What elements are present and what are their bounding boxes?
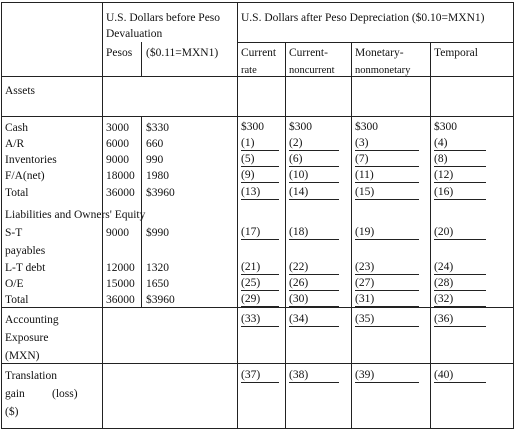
exposure-current-noncurrent: (34) — [289, 313, 339, 327]
row-divider — [237, 42, 514, 43]
ar-current-noncurrent: (2) — [289, 137, 339, 151]
lt-current-noncurrent: (22) — [289, 261, 339, 275]
col-divider — [141, 42, 142, 76]
total-liabilities-usd-before: $3960 — [146, 294, 175, 306]
row-label-inventories: Inventories — [5, 154, 57, 166]
row-label-accounting-exposure: Accounting — [5, 314, 59, 326]
ar-pesos: 6000 — [106, 138, 129, 150]
cash-monetary: $300 — [355, 121, 378, 133]
total-assets-pesos: 36000 — [106, 187, 135, 199]
header-pesos: Pesos — [106, 47, 133, 59]
section-liabilities: Liabilities and Owners' Equity — [5, 209, 146, 221]
oe-usd-before: 1650 — [146, 278, 169, 290]
cash-current-noncurrent: $300 — [289, 121, 312, 133]
header-temporal: Temporal — [434, 47, 478, 59]
ar-monetary: (3) — [355, 137, 419, 151]
total-liabilities-current-noncurrent: (30) — [289, 293, 339, 307]
cash-usd-before: $330 — [146, 122, 169, 134]
row-label-ar: A/R — [5, 138, 25, 150]
st-current-noncurrent: (18) — [289, 226, 339, 240]
lt-pesos: 12000 — [106, 262, 135, 274]
inventories-usd-before: 990 — [146, 154, 164, 166]
lt-usd-before: 1320 — [146, 262, 169, 274]
section-assets: Assets — [5, 85, 36, 97]
exposure-monetary: (35) — [355, 313, 419, 327]
header-current-rate-line2: rate — [241, 65, 257, 76]
total-assets-temporal: (16) — [434, 186, 486, 200]
st-pesos: 9000 — [106, 227, 129, 239]
ar-temporal: (4) — [434, 137, 486, 151]
row-label-lt-debt: L-T debt — [5, 262, 46, 274]
inventories-temporal: (8) — [434, 153, 486, 167]
total-liabilities-temporal: (32) — [434, 293, 486, 307]
fa-monetary: (11) — [355, 169, 419, 183]
row-label-translation-gain-line2b: (loss) — [52, 388, 78, 400]
gain-monetary: (39) — [355, 369, 419, 383]
lt-monetary: (23) — [355, 261, 419, 275]
row-label-st-payables-line2: payables — [5, 245, 46, 257]
row-label-translation-gain: Translation — [5, 370, 57, 382]
ar-current-rate: (1) — [241, 137, 279, 151]
col-divider — [285, 42, 286, 429]
header-usd-before: ($0.11=MXN1) — [146, 47, 219, 59]
st-temporal: (20) — [434, 226, 486, 240]
row-divider — [1, 307, 514, 308]
st-monetary: (19) — [355, 226, 419, 240]
row-label-accounting-exposure-line2: Exposure — [5, 332, 49, 344]
header-current-noncurrent: Current- — [289, 47, 328, 59]
oe-current-noncurrent: (26) — [289, 277, 339, 291]
col-divider — [351, 42, 352, 429]
row-divider — [1, 116, 514, 117]
fa-temporal: (12) — [434, 169, 486, 183]
row-label-fixed-assets: F/A(net) — [5, 170, 45, 182]
row-label-owners-equity: O/E — [5, 278, 24, 290]
gain-current-rate: (37) — [241, 369, 279, 383]
header-monetary-line2: nonmonetary — [355, 65, 411, 76]
total-assets-usd-before: $3960 — [146, 187, 175, 199]
total-assets-current-rate: (13) — [241, 186, 279, 200]
exposure-current-rate: (33) — [241, 313, 279, 327]
translation-table — [1, 2, 514, 429]
st-current-rate: (17) — [241, 226, 279, 240]
cash-pesos: 3000 — [106, 122, 129, 134]
col-divider — [430, 42, 431, 429]
inventories-monetary: (7) — [355, 153, 419, 167]
header-current-rate: Current — [241, 47, 277, 59]
row-label-total-assets: Total — [5, 187, 29, 199]
table-border-right — [513, 2, 514, 429]
gain-current-noncurrent: (38) — [289, 369, 339, 383]
total-liabilities-current-rate: (29) — [241, 293, 279, 307]
row-label-cash: Cash — [5, 122, 28, 134]
row-label-translation-gain-line2a: gain — [5, 388, 25, 400]
header-current-noncurrent-line2: noncurrent — [289, 65, 335, 76]
lt-current-rate: (21) — [241, 261, 279, 275]
header-monetary: Monetary- — [355, 47, 404, 59]
exposure-temporal: (36) — [434, 313, 486, 327]
inventories-current-noncurrent: (6) — [289, 153, 339, 167]
fa-pesos: 18000 — [106, 170, 135, 182]
row-label-st-payables: S-T — [5, 227, 23, 239]
cash-temporal: $300 — [434, 121, 457, 133]
header-before: U.S. Dollars before Peso — [106, 12, 221, 24]
oe-temporal: (28) — [434, 277, 486, 291]
row-label-translation-gain-line3: ($) — [5, 406, 19, 418]
header-after: U.S. Dollars after Peso Depreciation ($0.10=MXN1) — [241, 12, 485, 24]
ar-usd-before: 660 — [146, 138, 164, 150]
fa-current-rate: (9) — [241, 169, 279, 183]
row-label-total-liabilities: Total — [5, 294, 29, 306]
total-liabilities-pesos: 36000 — [106, 294, 135, 306]
cash-current-rate: $300 — [241, 121, 264, 133]
oe-monetary: (27) — [355, 277, 419, 291]
st-usd-before: $990 — [146, 227, 169, 239]
oe-pesos: 15000 — [106, 278, 135, 290]
oe-current-rate: (25) — [241, 277, 279, 291]
header-before-line2: Devaluation — [106, 28, 163, 40]
fa-usd-before: 1980 — [146, 170, 169, 182]
row-divider — [1, 363, 514, 364]
row-divider — [1, 428, 514, 429]
table-border-left — [1, 2, 2, 429]
total-assets-monetary: (15) — [355, 186, 419, 200]
total-assets-current-noncurrent: (14) — [289, 186, 339, 200]
col-divider — [237, 2, 238, 429]
inventories-current-rate: (5) — [241, 153, 279, 167]
total-liabilities-monetary: (31) — [355, 293, 419, 307]
inventories-pesos: 9000 — [106, 154, 129, 166]
fa-current-noncurrent: (10) — [289, 169, 339, 183]
lt-temporal: (24) — [434, 261, 486, 275]
row-label-accounting-exposure-line3: (MXN) — [5, 350, 40, 362]
gain-temporal: (40) — [434, 369, 486, 383]
row-divider — [1, 76, 514, 77]
row-divider — [1, 2, 514, 3]
